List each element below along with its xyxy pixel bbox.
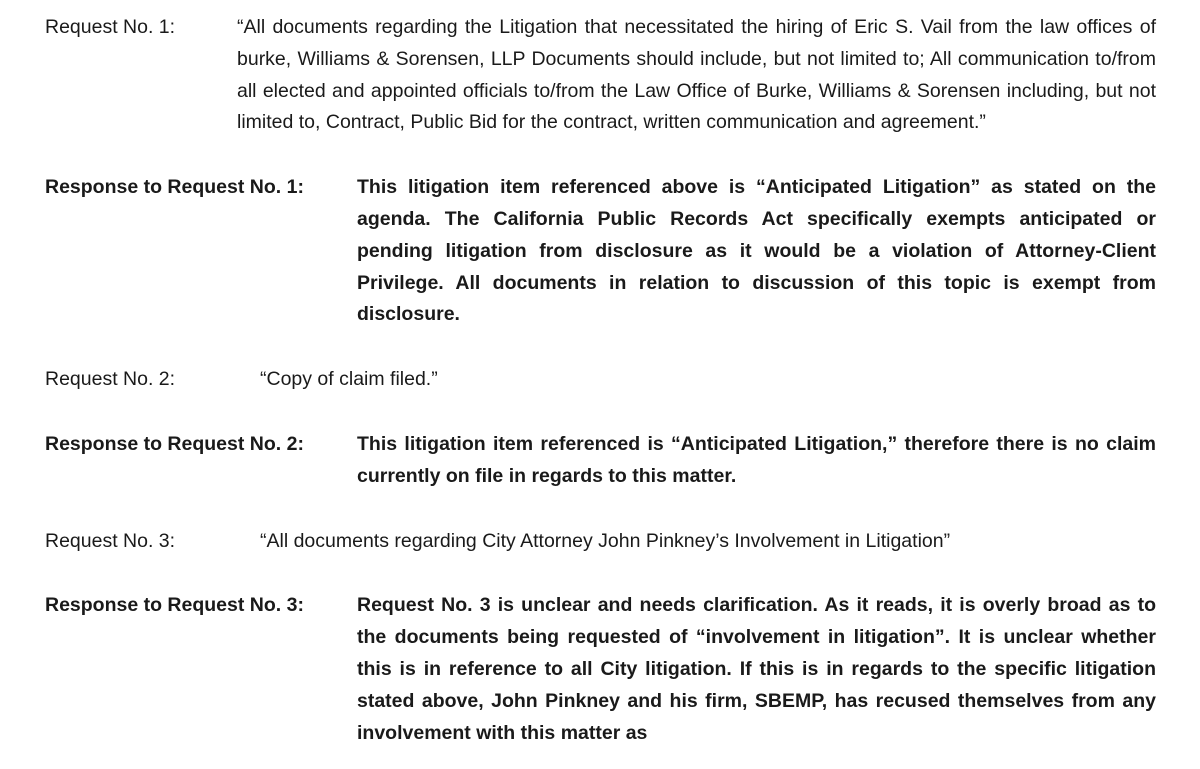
request-1-label: Request No. 1: [45,16,176,38]
response-1-text: This litigation item referenced above is “Anticipated Litigation” as stated on the agenda. The California Public Records Act specifically exempts anticipated or pending litigation from disclosure as it would be a violation of Attorney-Client Privilege. All documents in relation to discussion of this topic is exempt from disclosure. [357,176,1156,326]
request-2-text: “Copy of claim filed.” [260,368,438,391]
response-2-label: Response to Request No. 2: [45,432,304,455]
response-3-paragraph [45,590,1156,749]
request-3-text: “All documents regarding City Attorney John Pinkney’s Involvement in Litigation” [260,529,951,552]
request-3-paragraph [45,526,1156,558]
response-3-text: Request No. 3 is unclear and needs clarification. As it reads, it is overly broad as to the documents being requested of “involvement in litigation”. It is unclear whether this is in reference to all City litigation. If this is in regards to the specific litigation stated above, John Pinkney and his firm, SBEMP, has recused themselves from any involvement with this matter as [357,594,1156,744]
response-2-text: This litigation item referenced is “Anticipated Litigation,” therefore there is no claim currently on file in regards to this matter. [357,432,1156,487]
response-2-paragraph [45,429,1156,493]
response-1-paragraph [45,172,1156,331]
response-1-label: Response to Request No. 1: [45,176,304,199]
response-3-label: Response to Request No. 3: [45,594,304,617]
request-2-label: Request No. 2: [45,368,176,391]
request-1-text: “All documents regarding the Litigation that necessitated the hiring of Eric S. Vail from the law offices of burke, Williams & Sorensen, LLP Documents should include, but not limited to; All communication to/from all elected and appointed officials to/from the Law Office of Burke, Williams & Sorensen including, but not limited to, Contract, Public Bid for the contract, written communication and agreement.” [237,16,1156,134]
request-2-paragraph [45,364,1156,396]
request-1-paragraph [45,12,1156,139]
request-3-label: Request No. 3: [45,529,176,552]
